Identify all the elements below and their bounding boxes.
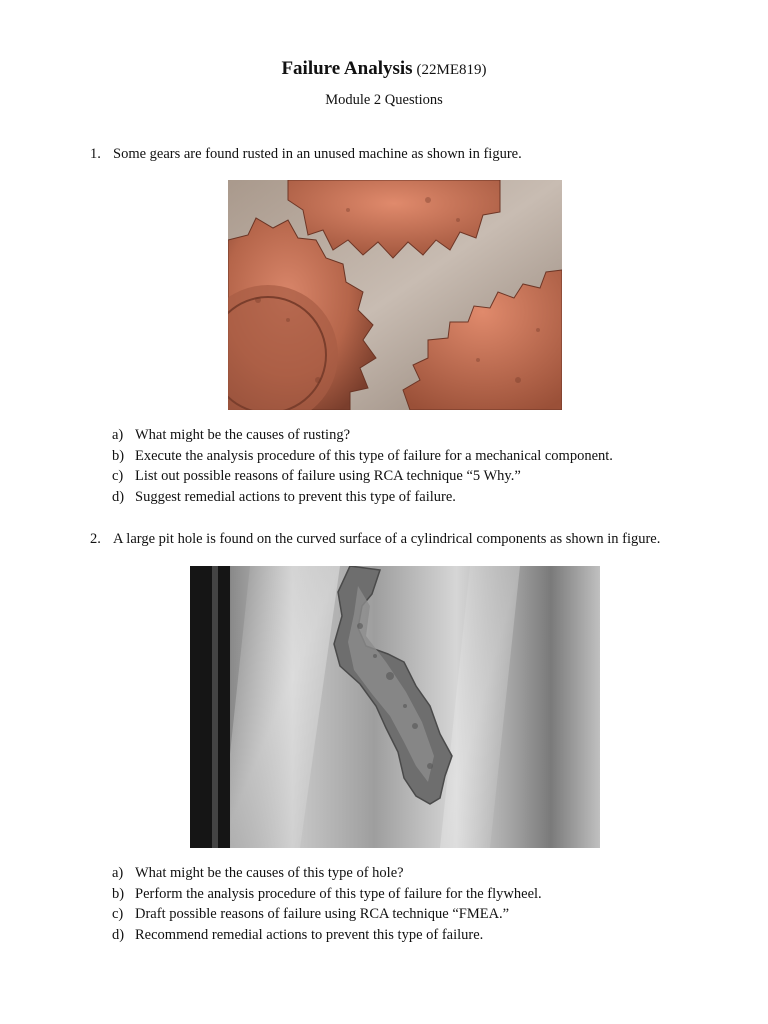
part-letter: a) bbox=[112, 865, 124, 881]
part-letter: c) bbox=[112, 906, 124, 922]
question-1-part-b bbox=[112, 448, 613, 469]
question-1 bbox=[90, 146, 522, 163]
part-text: What might be the causes of this type of hole? bbox=[135, 865, 404, 881]
part-text: List out possible reasons of failure using RCA technique “5 Why.” bbox=[135, 468, 521, 484]
part-letter: d) bbox=[112, 926, 125, 943]
question-2-part-a bbox=[112, 865, 542, 886]
question-2 bbox=[90, 531, 660, 548]
question-1-number: 1. bbox=[90, 146, 101, 162]
rusted-gears-figure bbox=[228, 180, 562, 410]
part-text: Execute the analysis procedure of this type of failure for a mechanical component. bbox=[135, 447, 613, 464]
question-2-part-d bbox=[112, 927, 542, 948]
question-1-parts bbox=[112, 427, 613, 509]
part-text: Recommend remedial actions to prevent this type of failure. bbox=[135, 926, 484, 943]
part-letter: b) bbox=[112, 885, 125, 902]
part-text: Perform the analysis procedure of this type of failure for the flywheel. bbox=[135, 885, 542, 902]
question-1-part-a bbox=[112, 427, 613, 448]
course-code: (22ME819) bbox=[416, 62, 487, 78]
question-2-parts bbox=[112, 865, 542, 947]
part-letter: c) bbox=[112, 468, 124, 484]
part-letter: b) bbox=[112, 447, 125, 464]
question-2-text: A large pit hole is found on the curved surface of a cylindrical components as shown in figure. bbox=[113, 531, 661, 547]
question-2-part-b bbox=[112, 886, 542, 907]
page-subtitle: Module 2 Questions bbox=[325, 92, 443, 108]
rusted-gears-image bbox=[228, 180, 562, 410]
question-1-part-c bbox=[112, 468, 613, 489]
pit-hole-figure bbox=[190, 566, 600, 848]
pit-hole-image bbox=[190, 566, 600, 848]
part-letter: d) bbox=[112, 488, 125, 505]
title-text: Failure Analysis bbox=[281, 58, 413, 79]
part-text: Draft possible reasons of failure using RCA technique “FMEA.” bbox=[135, 906, 510, 922]
part-text: Suggest remedial actions to prevent this type of failure. bbox=[135, 488, 456, 505]
question-2-number: 2. bbox=[90, 531, 101, 547]
question-2-part-c bbox=[112, 906, 542, 927]
part-letter: a) bbox=[112, 427, 124, 443]
question-1-text: Some gears are found rusted in an unused machine as shown in figure. bbox=[113, 146, 522, 162]
question-1-part-d bbox=[112, 489, 613, 510]
page-title bbox=[0, 58, 768, 80]
part-text: What might be the causes of rusting? bbox=[135, 427, 351, 443]
